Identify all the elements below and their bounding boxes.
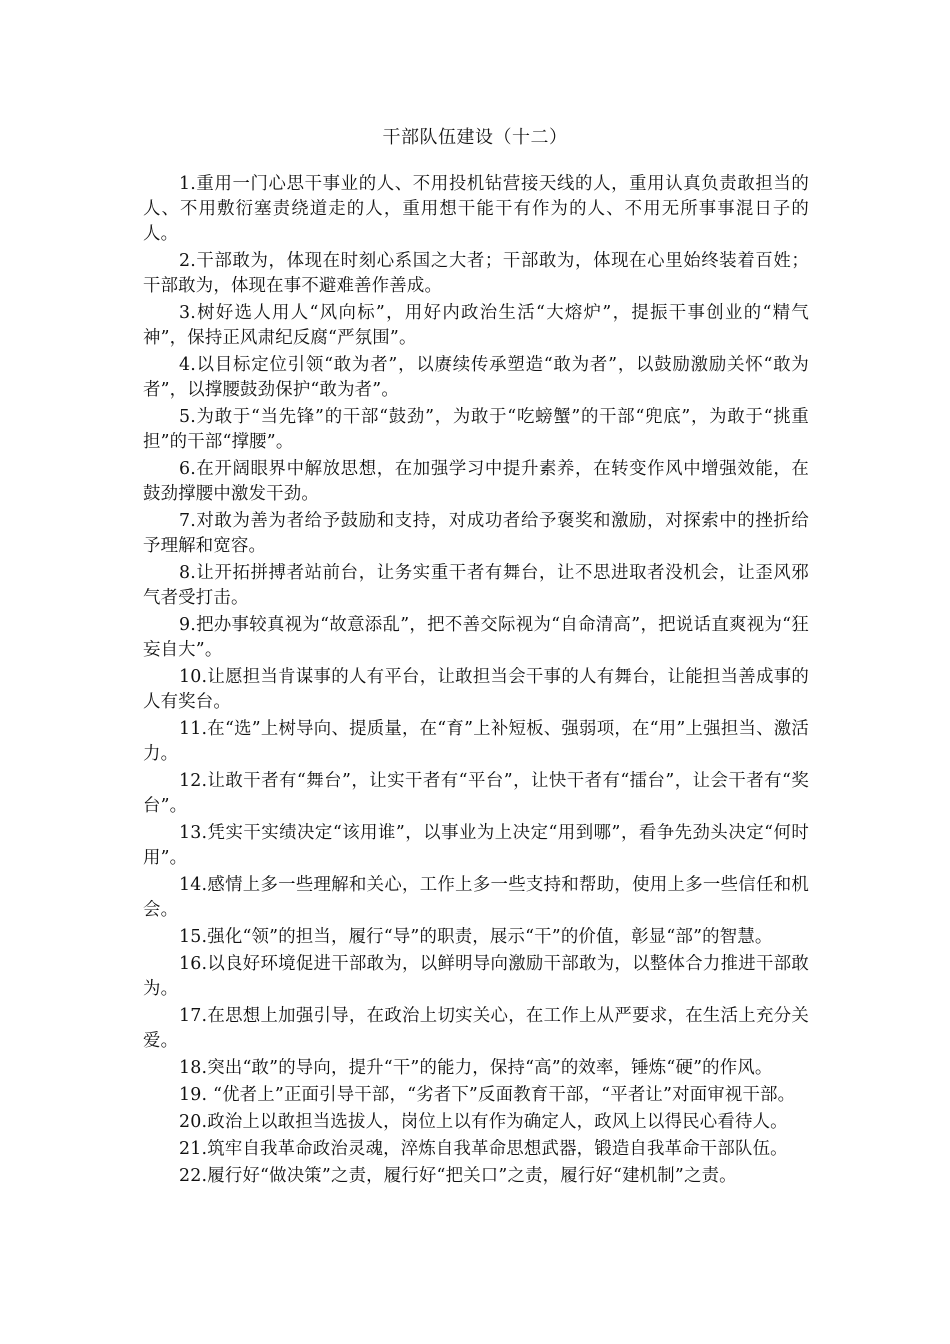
paragraph-13: 13.凭实干实绩决定“该用谁”，以事业为上决定“用到哪”，看争先劲头决定“何时用”。 [143,823,809,868]
paragraph-2: 2.干部敢为，体现在时刻心系国之大者；干部敢为，体现在心里始终装着百姓；干部敢为，体现在事不避难善作善成。 [143,251,809,296]
paragraph-4: 4.以目标定位引领“敢为者”，以赓续传承塑造“敢为者”，以鼓励激励关怀“敢为者”，以撑腰鼓劲保护“敢为者”。 [143,355,809,400]
paragraph-22: 22.履行好“做决策”之责，履行好“把关口”之责，履行好“建机制”之责。 [179,1166,737,1186]
paragraph-14: 14.感情上多一些理解和关心，工作上多一些支持和帮助，使用上多一些信任和机会。 [143,875,809,920]
document-body [143,172,809,1191]
paragraph-5: 5.为敢于“当先锋”的干部“鼓劲”，为敢于“吃螃蟹”的干部“兜底”，为敢于“挑重担”的干部“撑腰”。 [143,407,809,452]
paragraph-19: 19. “优者上”正面引导干部，“劣者下”反面教育干部，“平者让”对面审视干部。 [179,1085,796,1105]
paragraph-17: 17.在思想上加强引导，在政治上切实关心，在工作上从严要求，在生活上充分关爱。 [143,1006,809,1051]
paragraph-7: 7.对敢为善为者给予鼓励和支持，对成功者给予褒奖和激励，对探索中的挫折给予理解和宽容。 [143,511,809,556]
paragraph-9: 9.把办事较真视为“故意添乱”，把不善交际视为“自命清高”，把说话直爽视为“狂妄自大”。 [143,615,809,660]
paragraph-11: 11.在“选”上树导向、提质量，在“育”上补短板、强弱项，在“用”上强担当、激活力。 [143,719,809,764]
paragraph-21: 21.筑牢自我革命政治灵魂，淬炼自我革命思想武器，锻造自我革命干部队伍。 [179,1139,788,1159]
document-title: 干部队伍建设（十二） [382,127,568,148]
paragraph-18: 18.突出“敢”的导向，提升“干”的能力，保持“高”的效率，锤炼“硬”的作风。 [179,1058,773,1078]
paragraph-3: 3.树好选人用人“风向标”，用好内政治生活“大熔炉”，提振干事创业的“精气神”，保持正风肃纪反腐“严氛围”。 [143,303,809,348]
paragraph-1: 1.重用一门心思干事业的人、不用投机钻营接天线的人，重用认真负责敢担当的人、不用敷衍塞责绕道走的人，重用想干能干有作为的人、不用无所事事混日子的人。 [143,174,809,244]
paragraph-12: 12.让敢干者有“舞台”，让实干者有“平台”，让快干者有“擂台”，让会干者有“奖台”。 [143,771,809,816]
paragraph-15: 15.强化“领”的担当，履行“导”的职责，展示“干”的价值，彰显“部”的智慧。 [179,927,773,947]
paragraph-16: 16.以良好环境促进干部敢为，以鲜明导向激励干部敢为，以整体合力推进干部敢为。 [143,954,809,999]
paragraph-20: 20.政治上以敢担当选拔人，岗位上以有作为确定人，政风上以得民心看待人。 [179,1112,788,1132]
paragraph-8: 8.让开拓拼搏者站前台，让务实重干者有舞台，让不思进取者没机会，让歪风邪气者受打击。 [143,563,809,608]
paragraph-10: 10.让愿担当肯谋事的人有平台，让敢担当会干事的人有舞台，让能担当善成事的人有奖台。 [143,667,809,712]
paragraph-6: 6.在开阔眼界中解放思想，在加强学习中提升素养，在转变作风中增强效能，在鼓劲撑腰中激发干劲。 [143,459,809,504]
